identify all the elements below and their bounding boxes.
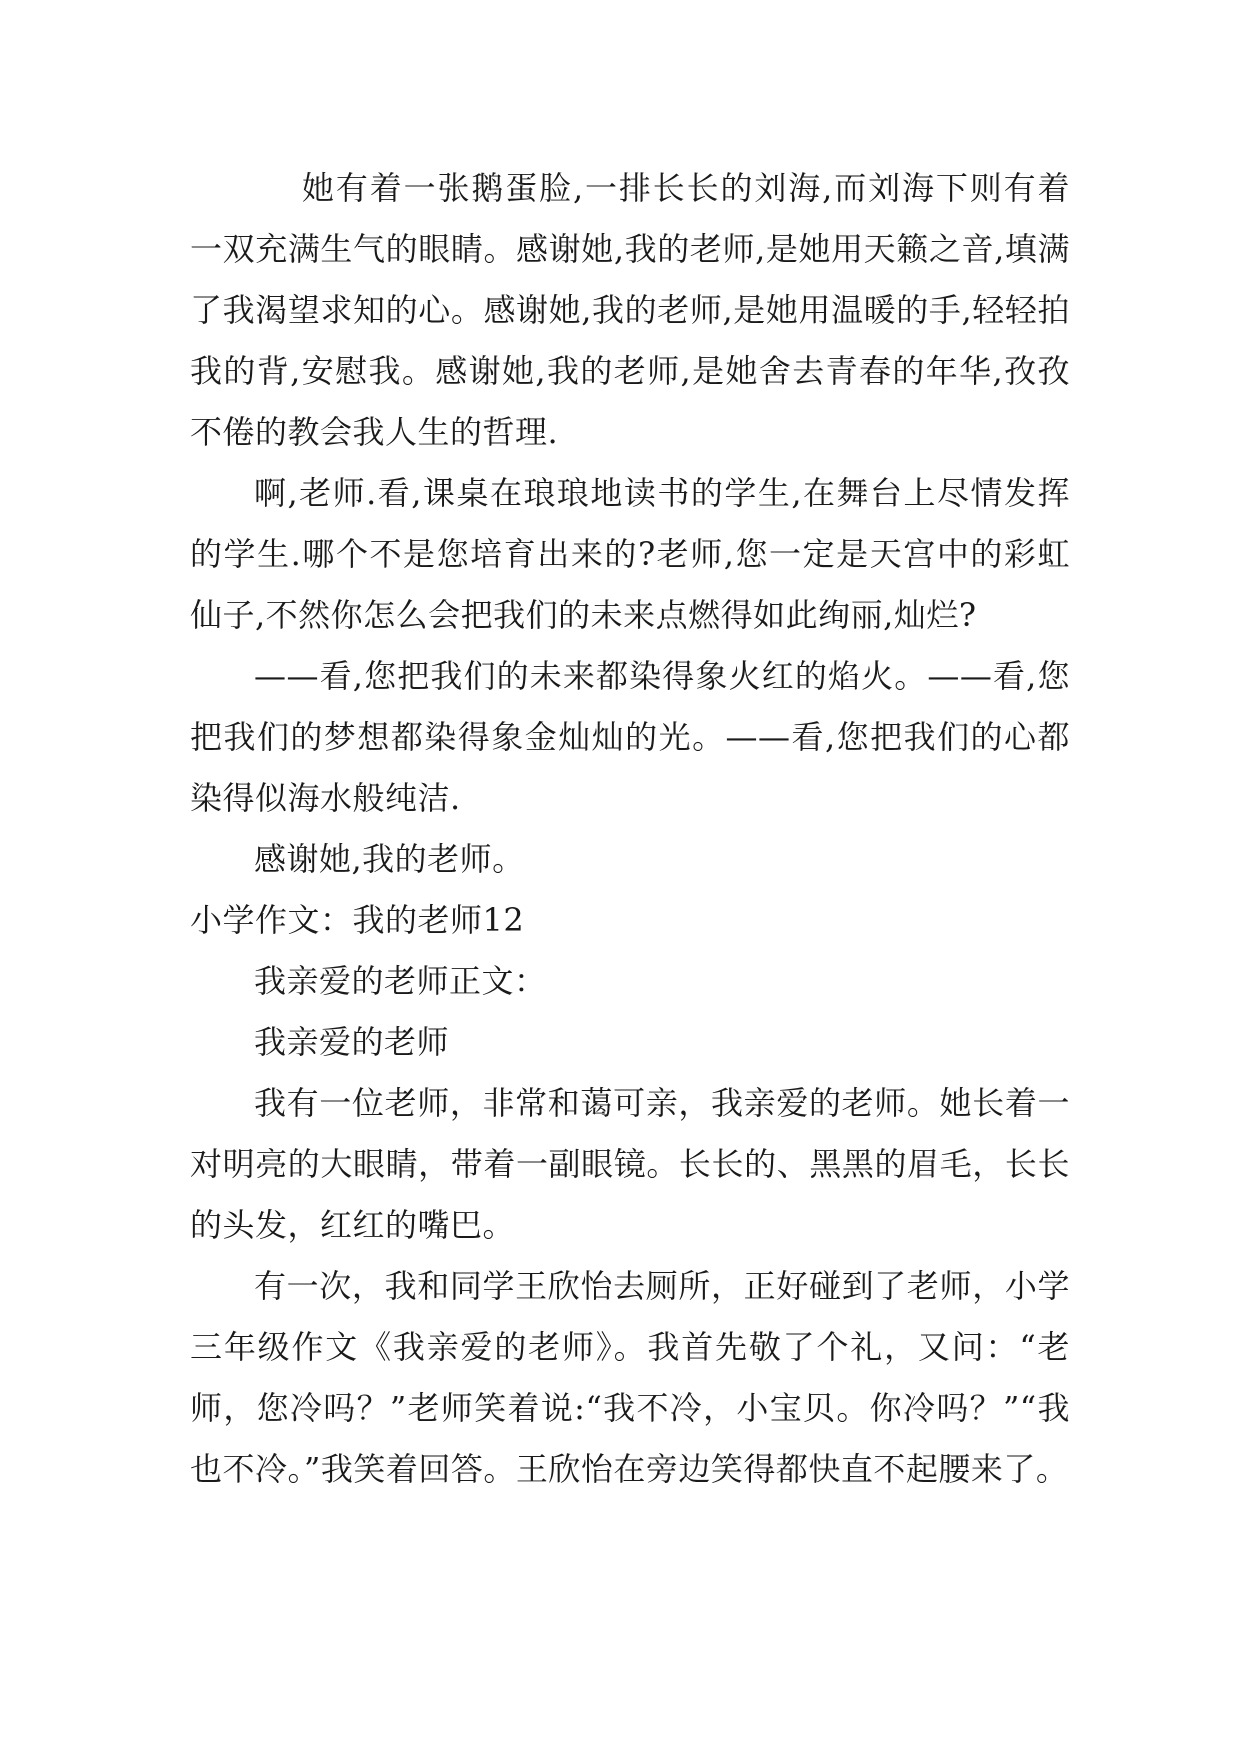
paragraph-teacher-appearance: 我有一位老师，非常和蔼可亲，我亲爱的老师。她长着一对明亮的大眼睛，带着一副眼镜。长长的、黑黑的眉毛，长长的头发，红红的嘴巴。	[190, 1084, 1070, 1244]
paragraph-face-description: 她有着一张鹅蛋脸,一排长长的刘海,而刘海下则有着一双充满生气的眼睛。感谢她,我的老师,是她用天籁之音,填满了我渴望求知的心。感谢她,我的老师,是她用温暖的手,轻轻拍我的背,安慰我。感谢她,我的老师,是她舍去青春的年华,孜孜不倦的教会我人生的哲理.	[190, 169, 1070, 451]
paragraph-thanks: 感谢她,我的老师。	[254, 840, 525, 878]
text-label: 我亲爱的老师正文：	[254, 962, 547, 1000]
paragraph-look: ——看,您把我们的未来都染得象火红的焰火。——看,您把我们的梦想都染得象金灿灿的光。——看,您把我们的心都染得似海水般纯洁.	[190, 657, 1070, 817]
paragraph-restroom-story: 有一次，我和同学王欣怡去厕所，正好碰到了老师，小学三年级作文《我亲爱的老师》。我首先敬了个礼，又问：“老师，您冷吗？”老师笑着说:“我不冷，小宝贝。你冷吗？”“我也不冷。”我笑着回答。王欣怡在旁边笑得都快直不起腰来了。	[190, 1267, 1070, 1488]
essay-heading: 小学作文：我的老师12	[190, 901, 525, 939]
paragraph-oh-teacher: 啊,老师.看,课桌在琅琅地读书的学生,在舞台上尽情发挥的学生.哪个不是您培育出来的?老师,您一定是天宫中的彩虹仙子,不然你怎么会把我们的未来点燃得如此绚丽,灿烂?	[190, 474, 1070, 634]
essay-title: 我亲爱的老师	[254, 1023, 450, 1061]
document-body	[190, 158, 1070, 1500]
